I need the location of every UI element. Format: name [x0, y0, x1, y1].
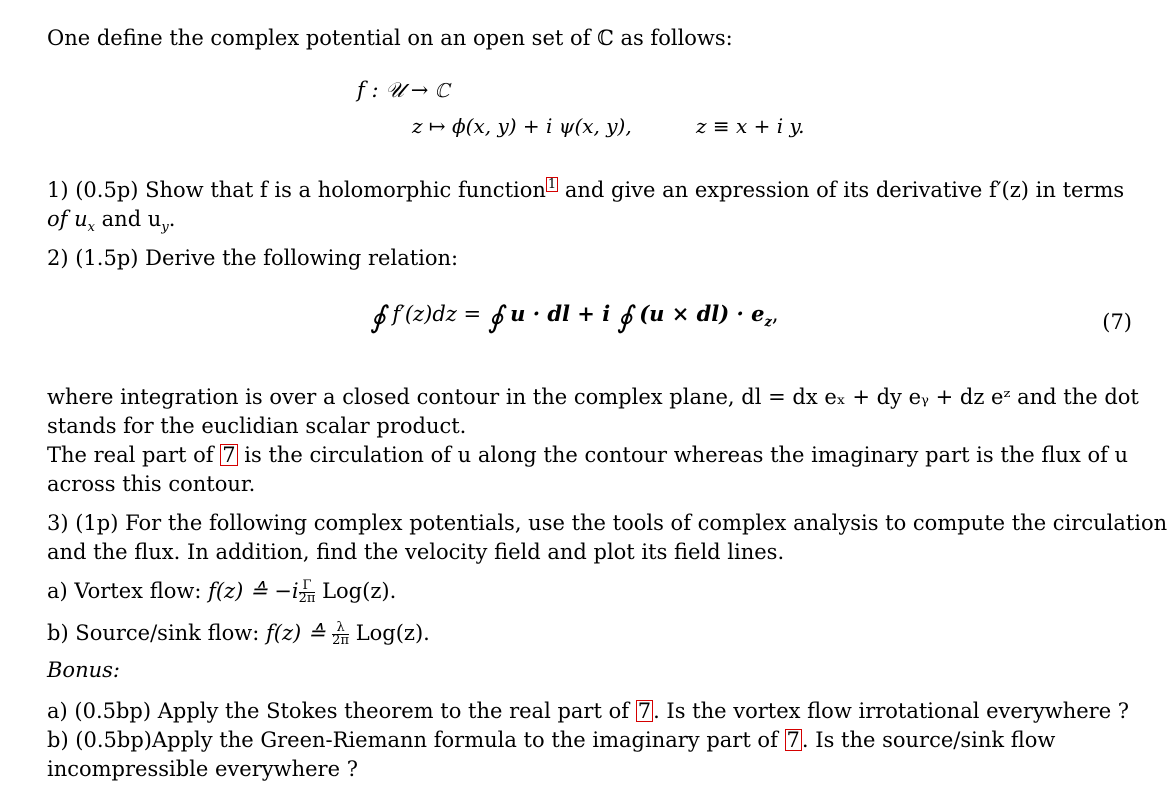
question-3-line-1: 3) (1p) For the following complex potentials, use the tools of complex analysis to compute the circulation — [47, 511, 1168, 535]
contour-integral-icon: ∮ — [370, 300, 386, 335]
definition-line-2: z ↦ ϕ(x, y) + i ψ(x, y), — [412, 114, 632, 138]
intro-text: One define the complex potential on an open set of ℂ as follows: — [47, 26, 733, 50]
question-3a: a) Vortex flow: f(z) ≙ −i $\frac{\Gamma}{2\pi}$ Log(z). — [47, 578, 397, 606]
equation-ref-link[interactable]: 7 — [786, 728, 800, 752]
definition-line-1: f : 𝒰 → ℂ — [357, 78, 450, 102]
bonus-a: a) (0.5bp) Apply the Stokes theorem to the real part of 7. Is the vortex flow irrotational everywhere ? — [47, 699, 1130, 723]
bonus-b-cont: incompressible everywhere ? — [47, 757, 358, 781]
question-3b: b) Source/sink flow: f(z) ≙ $\frac{\lambda}{2\pi}$ Log(z). — [47, 620, 430, 648]
where-line-3: The real part of 7 is the circulation of u along the contour whereas the imaginary part is the flux of u — [47, 443, 1129, 467]
question-3-line-2: and the flux. In addition, find the velocity field and plot its field lines. — [47, 540, 785, 564]
footnote-ref[interactable]: 1 — [547, 177, 557, 192]
question-2: 2) (1.5p) Derive the following relation: — [47, 246, 459, 270]
bonus-b: b) (0.5bp)Apply the Green-Riemann formula to the imaginary part of 7. Is the source/sink flow — [47, 728, 1056, 752]
definition-line-2-right: z ≡ x + i y. — [696, 114, 805, 138]
question-1-cont: of $u_x$ and $u_y$. — [47, 207, 176, 236]
equation-ref-link[interactable]: 7 — [637, 699, 652, 723]
equation-number: (7) — [1102, 310, 1132, 334]
where-line-1: where integration is over a closed contour in the complex plane, dl = dx eₓ + dy eᵧ + dz eᶻ and the dot — [47, 385, 1139, 409]
equation-ref-link[interactable]: 7 — [222, 443, 236, 467]
bonus-title: Bonus: — [47, 658, 120, 682]
equation-7: ∮ f′(z)dz = ∮ u · dl + i ∮ $(u \times dl) \cdot e_z$, — [370, 300, 779, 335]
where-line-2: stands for the euclidian scalar product. — [47, 414, 467, 438]
contour-integral-icon: ∮ — [487, 300, 504, 335]
contour-integral-icon: ∮ — [616, 300, 633, 335]
where-line-4: across this contour. — [47, 472, 256, 496]
question-1: 1) (0.5p) Show that f is a holomorphic function 1 and give an expression of its derivative f′(z) in terms — [47, 177, 1125, 202]
